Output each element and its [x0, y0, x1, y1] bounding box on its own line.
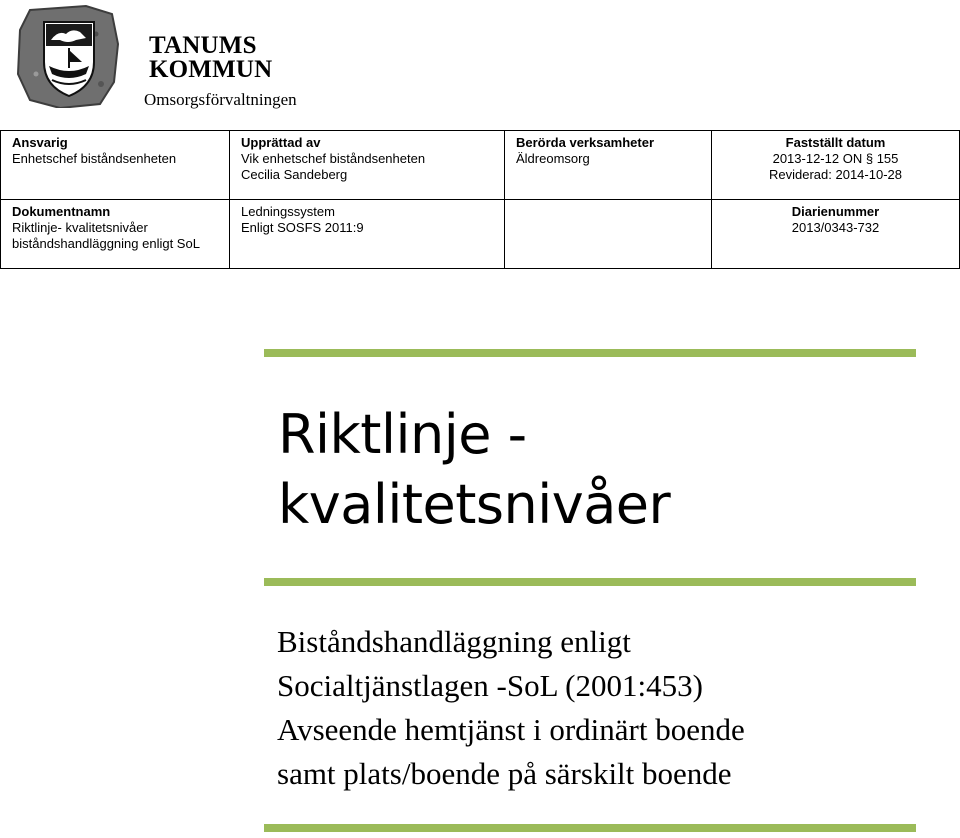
subtitle-line4: samt plats/boende på särskilt boende: [277, 756, 732, 791]
upprattad-label: Upprättad av: [241, 135, 321, 150]
ansvarig-label: Ansvarig: [12, 135, 68, 150]
accent-divider-top: [264, 349, 916, 357]
reviderad-value: Reviderad: 2014-10-28: [769, 167, 902, 182]
ansvarig-value: Enhetschef biståndsenheten: [12, 151, 177, 166]
meta-row: [1, 131, 960, 200]
berorda-label: Berörda verksamheter: [516, 135, 655, 150]
title-line1: Riktlinje -: [278, 403, 527, 466]
faststallt-date-line: [723, 151, 948, 167]
ledningssystem-value: Enligt SOSFS 2011:9: [241, 220, 364, 235]
header-logo: [16, 4, 306, 110]
accent-divider-bottom: [264, 824, 916, 832]
dokumentnamn-label: Dokumentnamn: [12, 204, 111, 219]
upprattad-line2: Cecilia Sandeberg: [241, 167, 348, 182]
document-meta-table: [0, 130, 960, 269]
diarienummer-value: 2013/0343-732: [791, 220, 880, 235]
section-sign: §: [865, 151, 874, 166]
meta-cell-faststallt: [712, 131, 960, 200]
meta-cell-berorda: [505, 131, 712, 200]
title-line2: kvalitetsnivåer: [278, 473, 671, 536]
subtitle-line1: Biståndshandläggning enligt: [277, 624, 631, 659]
faststallt-paragraph: 155: [876, 151, 899, 166]
coat-of-arms-stone-icon: [16, 4, 120, 108]
upprattad-line1: Vik enhetschef biståndsenheten: [241, 151, 426, 166]
diarienummer-label: Diarienummer: [791, 204, 880, 219]
org-name-line1: TANUMS: [149, 32, 257, 59]
accent-divider-middle: [264, 578, 916, 586]
org-name: [149, 34, 272, 82]
faststallt-date: 2013-12-12 ON: [772, 151, 863, 166]
subtitle-line3: Avseende hemtjänst i ordinärt boende: [277, 712, 745, 747]
ledningssystem-label: Ledningssystem: [241, 204, 335, 219]
meta-cell-dokumentnamn: [1, 200, 230, 269]
department-name: Omsorgsförvaltningen: [144, 90, 297, 109]
subtitle-line2: Socialtjänstlagen -SoL (2001:453): [277, 668, 703, 703]
meta-cell-empty: [505, 200, 712, 269]
document-title: [278, 400, 918, 540]
dokumentnamn-value: Riktlinje- kvalitetsnivåer biståndshandläggning enligt SoL: [12, 220, 200, 251]
faststallt-label: Fastställt datum: [785, 135, 886, 150]
meta-row: [1, 200, 960, 269]
meta-cell-diarienummer: [712, 200, 960, 269]
meta-cell-upprattad: [230, 131, 505, 200]
org-name-line2: KOMMUN: [149, 56, 273, 83]
meta-cell-ansvarig: [1, 131, 230, 200]
berorda-value: Äldreomsorg: [516, 151, 590, 166]
document-subtitle: [277, 620, 947, 796]
meta-cell-ledningssystem: [230, 200, 505, 269]
